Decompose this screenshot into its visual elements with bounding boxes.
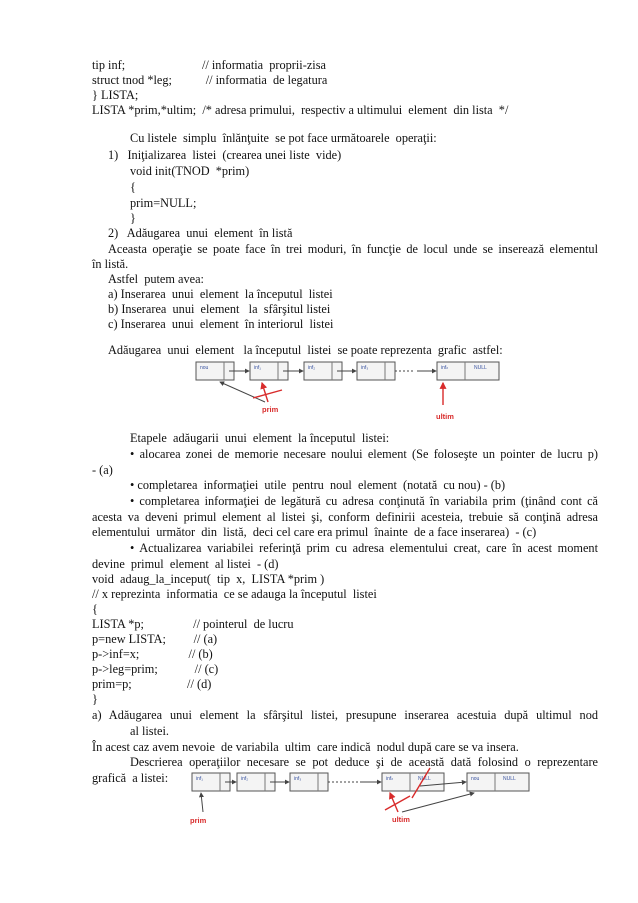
node-label: inf₁ bbox=[196, 776, 203, 782]
paragraph-line: • alocarea zonei de memorie necesare noului element (Se foloseşte un pointer de lucru p) bbox=[130, 447, 598, 461]
prim-label: prim bbox=[190, 816, 207, 825]
code-line: p->leg=prim; // (c) bbox=[92, 662, 219, 676]
node2-nou bbox=[467, 773, 529, 791]
paragraph-line: al listei. bbox=[130, 724, 169, 738]
paragraph-line: grafică a listei: bbox=[92, 771, 169, 785]
code-line: tip inf; // informatia proprii-zisa bbox=[92, 58, 326, 72]
code-line: struct tnod *leg; // informatia de legatura bbox=[92, 73, 328, 87]
node2-inf3 bbox=[290, 773, 328, 791]
text-line: Astfel putem avea: bbox=[108, 272, 204, 286]
list-item: c) Inserarea unui element în interiorul listei bbox=[108, 317, 334, 331]
paragraph-line: Aceasta operaţie se poate face în trei moduri, în funcţie de locul unde se inserează elementul bbox=[108, 242, 598, 256]
code-line: { bbox=[130, 180, 136, 194]
ultim-old-arrow bbox=[390, 793, 398, 812]
node2-inf1 bbox=[192, 773, 230, 791]
code-line: prim=p; // (d) bbox=[92, 677, 212, 691]
null-label: NULL bbox=[474, 365, 487, 371]
node-label: nou bbox=[471, 776, 480, 782]
ultim-label: ultim bbox=[436, 412, 454, 421]
paragraph-line: • completarea informaţiei de legătură cu adresa conţinută în variabila prim (ţinând cont că bbox=[130, 494, 598, 508]
list-item: a) Inserarea unui element la începutul listei bbox=[108, 287, 333, 301]
prim-arrow bbox=[201, 793, 203, 812]
node-label: inf₃ bbox=[361, 365, 369, 371]
code-line: { bbox=[92, 602, 98, 616]
code-line: // x reprezinta informatia ce se adauga la începutul listei bbox=[92, 587, 377, 601]
list-item: 1) Iniţializarea listei (crearea unei liste vide) bbox=[108, 148, 342, 162]
ultim-label: ultim bbox=[392, 815, 410, 824]
paragraph-line: • Actualizarea variabilei referinţă prim cu adresa elementului creat, care în acest moment bbox=[130, 541, 598, 555]
paragraph-line: în listă. bbox=[92, 257, 129, 271]
null-label: NULL bbox=[503, 776, 516, 782]
code-line: p->inf=x; // (b) bbox=[92, 647, 213, 661]
node-label: infₙ bbox=[386, 776, 394, 782]
prim-new-arrow bbox=[220, 382, 265, 402]
list-item: 2) Adăugarea unui element în listă bbox=[108, 226, 293, 240]
prim-label: prim bbox=[262, 405, 279, 414]
node-infn bbox=[437, 362, 499, 380]
node-label: infₙ bbox=[441, 365, 449, 371]
paragraph-line: Descrierea operaţiilor necesare se pot deduce şi de această dată folosind o reprezentare bbox=[130, 755, 598, 769]
text-line: Cu listele simplu înlănţuite se pot face următoarele operaţii: bbox=[130, 131, 437, 145]
code-line: void adaug_la_inceput( tip x, LISTA *prim ) bbox=[92, 572, 325, 586]
strike-mark bbox=[385, 796, 410, 810]
code-line: void init(TNOD *prim) bbox=[130, 164, 250, 178]
paragraph-line: devine primul element al listei - (d) bbox=[92, 557, 279, 571]
text-line: Etapele adăugarii unui element la începutul listei: bbox=[130, 431, 390, 445]
node-inf2 bbox=[304, 362, 342, 380]
code-line: } LISTA; bbox=[92, 88, 139, 102]
node-inf3 bbox=[357, 362, 395, 380]
code-line: prim=NULL; bbox=[130, 196, 197, 210]
strike-mark bbox=[253, 390, 282, 398]
paragraph-line: acesta va deveni primul element al listei şi, conform definirii acesteia, trebuie să conţină adresa bbox=[92, 510, 598, 524]
node-label: inf₁ bbox=[254, 365, 261, 371]
code-line: } bbox=[92, 692, 98, 706]
prim-old-arrow bbox=[262, 383, 268, 402]
node-nou bbox=[196, 362, 234, 380]
node-label: nou bbox=[200, 365, 209, 371]
node2-infn bbox=[382, 773, 444, 791]
text-line: Adăugarea unui element la începutul listei se poate reprezenta grafic astfel: bbox=[108, 343, 503, 357]
code-line: } bbox=[130, 211, 136, 225]
paragraph-line: În acest caz avem nevoie de variabila ultim care indică nodul după care se va insera. bbox=[92, 740, 519, 754]
node-inf1 bbox=[250, 362, 288, 380]
node-label: inf₂ bbox=[308, 365, 316, 371]
paragraph-line: a) Adăugarea unui element la sfârşitul listei, presupune inserarea acestuia după ultimul nod bbox=[92, 708, 598, 722]
paragraph-line: • completarea informaţiei utile pentru noul element (notată cu nou) - (b) bbox=[130, 478, 506, 492]
code-line: LISTA *prim,*ultim; /* adresa primului, respectiv a ultimului element din lista */ bbox=[92, 103, 509, 117]
node2-inf2 bbox=[237, 773, 275, 791]
null-label: NULL bbox=[418, 776, 431, 782]
node-label: inf₂ bbox=[241, 776, 249, 782]
code-line: LISTA *p; // pointerul de lucru bbox=[92, 617, 294, 631]
list-item: b) Inserarea unui element la sfârşitul listei bbox=[108, 302, 331, 316]
node-label: inf₃ bbox=[294, 776, 302, 782]
code-line: p=new LISTA; // (a) bbox=[92, 632, 218, 646]
paragraph-line: - (a) bbox=[92, 463, 113, 477]
paragraph-line: elementului următor din listă, deci cel care era primul înainte de a face inserarea) - (c) bbox=[92, 525, 537, 539]
